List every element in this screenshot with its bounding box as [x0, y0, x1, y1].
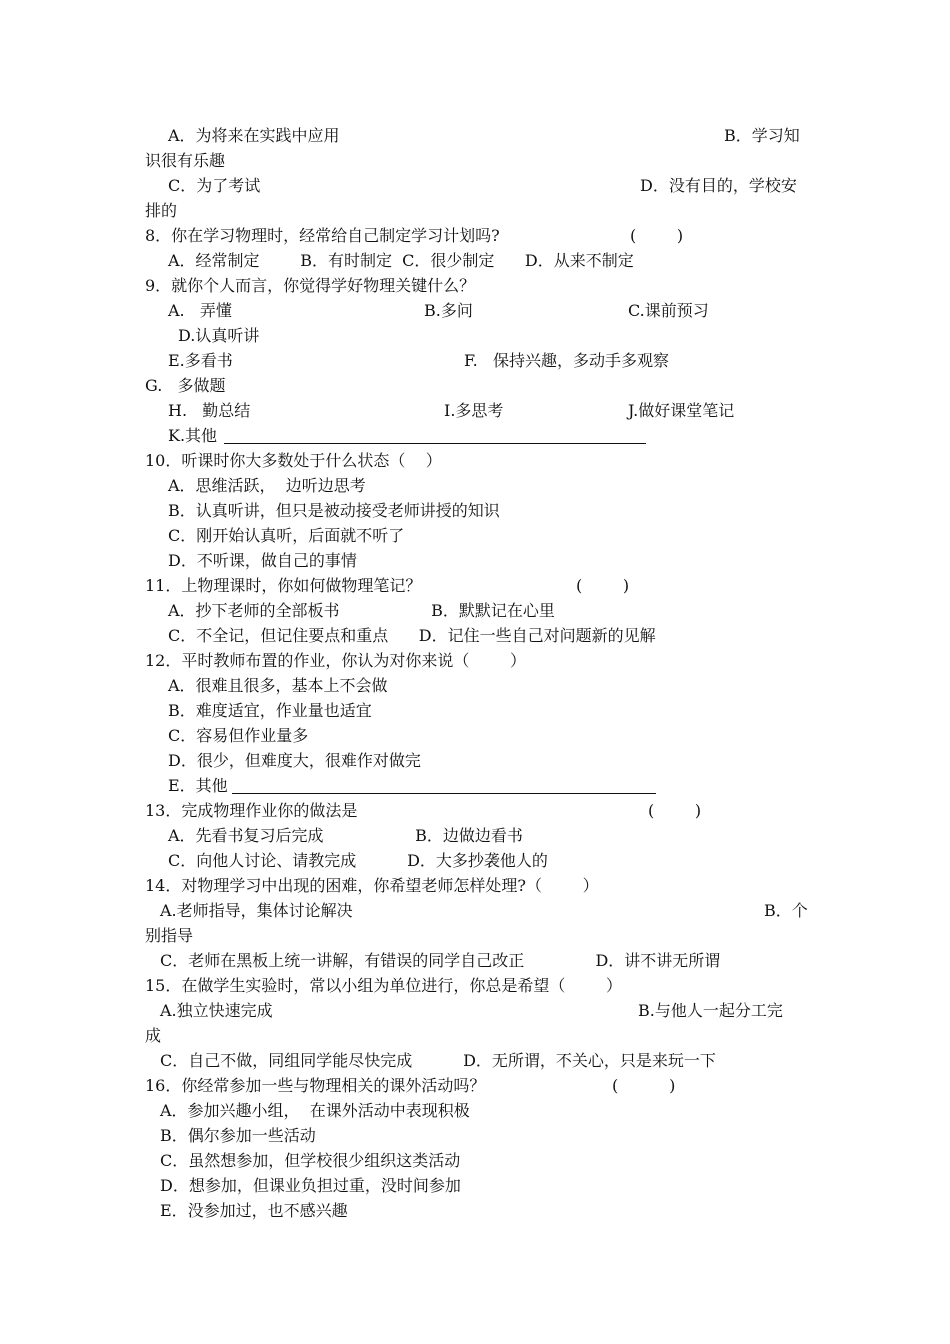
question-9: 9．就你个人而言，你觉得学好物理关键什么？ — [145, 276, 476, 295]
q9-option-a: A. 弄懂 — [168, 301, 232, 320]
question-13-answer-blank: ( ) — [648, 801, 702, 820]
q15-options-cd: C．自己不做，同组同学能尽快完成 D．无所谓，不关心，只是来玩一下 — [160, 1051, 716, 1070]
q7-option-d-continued: 排的 — [145, 201, 178, 220]
q12-other-blank-line — [232, 793, 656, 794]
q12-option-d: D．很少，但难度大，很难作对做完 — [168, 751, 421, 770]
q9-option-g: G. 多做题 — [145, 376, 226, 395]
q11-options-cd: C．不全记，但记住要点和重点 D．记住一些自己对问题新的见解 — [168, 626, 656, 645]
q13-options-ab: A．先看书复习后完成 B．边做边看书 — [168, 826, 523, 845]
q9-option-j: J.做好课堂笔记 — [628, 401, 735, 420]
question-14: 14．对物理学习中出现的困难，你希望老师怎样处理?（ ） — [145, 876, 599, 895]
q9-option-i: I.多思考 — [444, 401, 504, 420]
question-11-answer-blank: ( ) — [576, 576, 630, 595]
question-12: 12．平时教师布置的作业，你认为对你来说（ ） — [145, 651, 527, 670]
q12-option-c: C．容易但作业量多 — [168, 726, 309, 745]
question-13: 13．完成物理作业你的做法是 — [145, 801, 358, 820]
q14-option-b-continued: 别指导 — [145, 926, 194, 945]
q10-option-c: C．刚开始认真听，后面就不听了 — [168, 526, 405, 545]
q7-option-a: A．为将来在实践中应用 — [168, 126, 340, 145]
question-15: 15．在做学生实验时，常以小组为单位进行，你总是希望（ ） — [145, 976, 623, 995]
q14-option-a: A.老师指导，集体讨论解决 — [160, 901, 353, 920]
q14-option-b: B．个 — [764, 901, 808, 920]
q7-option-d: D．没有目的，学校安 — [640, 176, 797, 195]
q9-option-b: B.多问 — [424, 301, 473, 320]
q12-option-b: B．难度适宜，作业量也适宜 — [168, 701, 372, 720]
q12-option-e: E．其他 — [168, 776, 228, 795]
question-16-answer-blank: ( ) — [612, 1076, 676, 1095]
question-8-answer-blank: ( ) — [630, 226, 684, 245]
q14-options-cd: C．老师在黑板上统一讲解，有错误的同学自己改正 D．讲不讲无所谓 — [160, 951, 721, 970]
q13-options-cd: C．向他人讨论、请教完成 D．大多抄袭他人的 — [168, 851, 548, 870]
q16-option-c: C．虽然想参加，但学校很少组织这类活动 — [160, 1151, 461, 1170]
q15-option-b-continued: 成 — [145, 1026, 162, 1045]
q9-option-e: E.多看书 — [168, 351, 233, 370]
q10-option-b: B．认真听讲，但只是被动接受老师讲授的知识 — [168, 501, 500, 520]
q9-option-c: C.课前预习 — [628, 301, 709, 320]
q16-option-b: B．偶尔参加一些活动 — [160, 1126, 316, 1145]
q9-other-blank-line — [224, 443, 646, 444]
q12-option-a: A．很难且很多，基本上不会做 — [168, 676, 388, 695]
q11-options-ab: A．抄下老师的全部板书 B．默默记在心里 — [168, 601, 555, 620]
question-16: 16．你经常参加一些与物理相关的课外活动吗？ — [145, 1076, 486, 1095]
q15-option-a: A.独立快速完成 — [160, 1001, 273, 1020]
q15-option-b: B.与他人一起分工完 — [638, 1001, 783, 1020]
q16-option-d: D．想参加，但课业负担过重，没时间参加 — [160, 1176, 461, 1195]
q9-option-h: H. 勤总结 — [168, 401, 251, 420]
q10-option-a: A．思维活跃， 边听边思考 — [168, 476, 366, 495]
q10-option-d: D．不听课，做自己的事情 — [168, 551, 357, 570]
q16-option-a: A．参加兴趣小组， 在课外活动中表现积极 — [160, 1101, 470, 1120]
q9-option-f: F. 保持兴趣，多动手多观察 — [464, 351, 669, 370]
q9-option-k: K.其他 — [168, 426, 218, 445]
q7-option-b: B．学习知 — [724, 126, 800, 145]
q7-option-c: C．为了考试 — [168, 176, 261, 195]
question-10: 10．听课时你大多数处于什么状态（ ） — [145, 451, 442, 470]
q9-option-d: D.认真听讲 — [178, 326, 260, 345]
question-11: 11．上物理课时，你如何做物理笔记？ — [145, 576, 422, 595]
question-8-options: A．经常制定 B．有时制定 C．很少制定 D．从来不制定 — [168, 251, 634, 270]
q7-option-b-continued: 识很有乐趣 — [145, 151, 226, 170]
q16-option-e: E．没参加过，也不感兴趣 — [160, 1201, 348, 1220]
question-8: 8．你在学习物理时，经常给自己制定学习计划吗? — [145, 226, 500, 245]
